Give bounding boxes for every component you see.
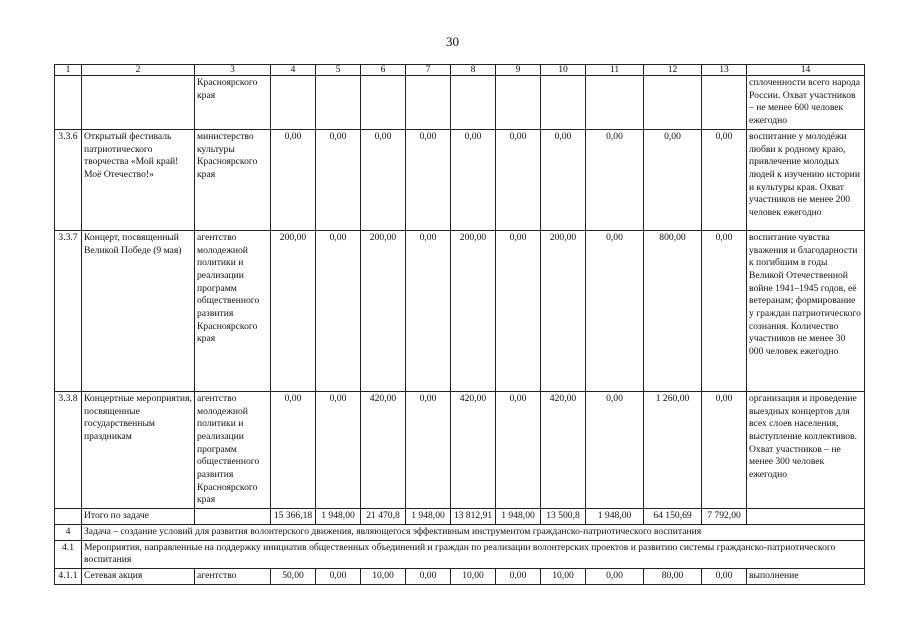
value-cell: 10,00 bbox=[541, 568, 586, 584]
task-title: Задача – создание условий для развития волонтерского движения, являющегося эффективным инструментом гражданско-патриотического воспитания bbox=[82, 524, 865, 540]
total-value: 21 470,8 bbox=[361, 509, 406, 525]
event-name: Открытый фестиваль патриотического творчества «Мой край! Моё Отечество!» bbox=[82, 129, 195, 230]
col-header: 8 bbox=[451, 65, 496, 76]
value-cell: 420,00 bbox=[541, 391, 586, 508]
row-code: 3.3.7 bbox=[55, 230, 82, 391]
value-cell: 0,00 bbox=[406, 391, 451, 508]
value-cell: 0,00 bbox=[586, 230, 644, 391]
value-cell: 0,00 bbox=[644, 129, 702, 230]
value-cell: 800,00 bbox=[644, 230, 702, 391]
value-cell: 0,00 bbox=[496, 129, 541, 230]
value-cell: 420,00 bbox=[451, 391, 496, 508]
value-cell: 50,00 bbox=[271, 568, 316, 584]
result-cell: воспитание чувства уважения и благодарности к погибшим в годы Великой Отечественной войне 1941–1945 годов, её ветеранам; формирование у граждан патриотического сознания. Количество участников не менее 30 000 человек ежегодно bbox=[747, 230, 865, 391]
col-header: 13 bbox=[702, 65, 747, 76]
value-cell: 0,00 bbox=[702, 568, 747, 584]
measure-title: Мероприятия, направленные на поддержку инициатив общественных объединений и граждан по реализации волонтерских проектов и развитию системы гражданско-патриотического воспитания bbox=[82, 540, 865, 568]
value-cell: 0,00 bbox=[586, 129, 644, 230]
value-cell: 0,00 bbox=[316, 230, 361, 391]
agency-cell: агентство bbox=[195, 568, 271, 584]
value-cell: 0,00 bbox=[702, 129, 747, 230]
value-cell: 0,00 bbox=[496, 230, 541, 391]
value-cell: 200,00 bbox=[541, 230, 586, 391]
col-header: 5 bbox=[316, 65, 361, 76]
col-header: 12 bbox=[644, 65, 702, 76]
event-name: Концерт, посвященный Великой Победе (9 мая) bbox=[82, 230, 195, 391]
col-header: 6 bbox=[361, 65, 406, 76]
value-cell: 80,00 bbox=[644, 568, 702, 584]
result-cell: воспитание у молодёжи любви к родному краю, привлечение молодых людей к изучению истории и культуры края. Охват участников не менее 200 человек ежегодно bbox=[747, 129, 865, 230]
value-cell: 0,00 bbox=[702, 391, 747, 508]
value-cell: 200,00 bbox=[451, 230, 496, 391]
value-cell: 10,00 bbox=[451, 568, 496, 584]
value-cell: 0,00 bbox=[586, 568, 644, 584]
total-value: 1 948,00 bbox=[586, 509, 644, 525]
measure-code: 4.1 bbox=[55, 540, 82, 568]
total-value: 7 792,00 bbox=[702, 509, 747, 525]
event-name: Сетевая акция bbox=[82, 568, 195, 584]
table-row bbox=[55, 129, 865, 230]
agency-cell: агентство молодежной политики и реализации программ общественного развития Красноярского края bbox=[195, 230, 271, 391]
value-cell: 200,00 bbox=[361, 230, 406, 391]
result-cell: сплоченности всего народа России. Охват участников – не менее 600 человек ежегодно bbox=[747, 76, 865, 130]
agency-cell: Красноярского края bbox=[195, 76, 271, 130]
col-header: 7 bbox=[406, 65, 451, 76]
col-header: 4 bbox=[271, 65, 316, 76]
event-name: Концертные мероприятия, посвященные государственным праздникам bbox=[82, 391, 195, 508]
page-number: 30 bbox=[446, 34, 459, 49]
task-code: 4 bbox=[55, 524, 82, 540]
table-row-continued bbox=[55, 76, 865, 130]
total-label: Итого по задаче bbox=[82, 509, 195, 525]
value-cell: 0,00 bbox=[271, 129, 316, 230]
value-cell: 1 260,00 bbox=[644, 391, 702, 508]
agency-cell: агентство молодежной политики и реализации программ общественного развития Красноярского края bbox=[195, 391, 271, 508]
row-code: 4.1.1 bbox=[55, 568, 82, 584]
value-cell: 0,00 bbox=[496, 568, 541, 584]
agency-cell: министерство культуры Красноярского края bbox=[195, 129, 271, 230]
value-cell: 0,00 bbox=[541, 129, 586, 230]
total-row bbox=[55, 509, 865, 525]
measure-row bbox=[55, 540, 865, 568]
col-header: 10 bbox=[541, 65, 586, 76]
table-row bbox=[55, 568, 865, 584]
value-cell: 0,00 bbox=[316, 391, 361, 508]
col-header: 2 bbox=[82, 65, 195, 76]
value-cell: 10,00 bbox=[361, 568, 406, 584]
column-number-header bbox=[55, 65, 865, 76]
total-value: 1 948,00 bbox=[316, 509, 361, 525]
value-cell: 0,00 bbox=[361, 129, 406, 230]
value-cell: 200,00 bbox=[271, 230, 316, 391]
total-value: 1 948,00 bbox=[496, 509, 541, 525]
col-header: 14 bbox=[747, 65, 865, 76]
result-cell: организация и проведение выездных концертов для всех слоев населения, выступление коллективов. Охват участников – не менее 300 человек ежегодно bbox=[747, 391, 865, 508]
total-value: 13 500,8 bbox=[541, 509, 586, 525]
value-cell: 0,00 bbox=[586, 391, 644, 508]
row-code: 3.3.8 bbox=[55, 391, 82, 508]
col-header: 11 bbox=[586, 65, 644, 76]
task-row bbox=[55, 524, 865, 540]
value-cell: 420,00 bbox=[361, 391, 406, 508]
result-cell: выполнение bbox=[747, 568, 865, 584]
value-cell: 0,00 bbox=[406, 230, 451, 391]
value-cell: 0,00 bbox=[316, 568, 361, 584]
value-cell: 0,00 bbox=[451, 129, 496, 230]
total-value: 64 150,69 bbox=[644, 509, 702, 525]
col-header: 9 bbox=[496, 65, 541, 76]
row-code: 3.3.6 bbox=[55, 129, 82, 230]
total-value: 13 812,91 bbox=[451, 509, 496, 525]
budget-table bbox=[54, 64, 865, 585]
table-row bbox=[55, 230, 865, 391]
table-row bbox=[55, 391, 865, 508]
value-cell: 0,00 bbox=[271, 391, 316, 508]
value-cell: 0,00 bbox=[406, 568, 451, 584]
value-cell: 0,00 bbox=[316, 129, 361, 230]
total-value: 15 366,18 bbox=[271, 509, 316, 525]
total-value: 1 948,00 bbox=[406, 509, 451, 525]
value-cell: 0,00 bbox=[406, 129, 451, 230]
value-cell: 0,00 bbox=[496, 391, 541, 508]
col-header: 3 bbox=[195, 65, 271, 76]
col-header: 1 bbox=[55, 65, 82, 76]
value-cell: 0,00 bbox=[702, 230, 747, 391]
